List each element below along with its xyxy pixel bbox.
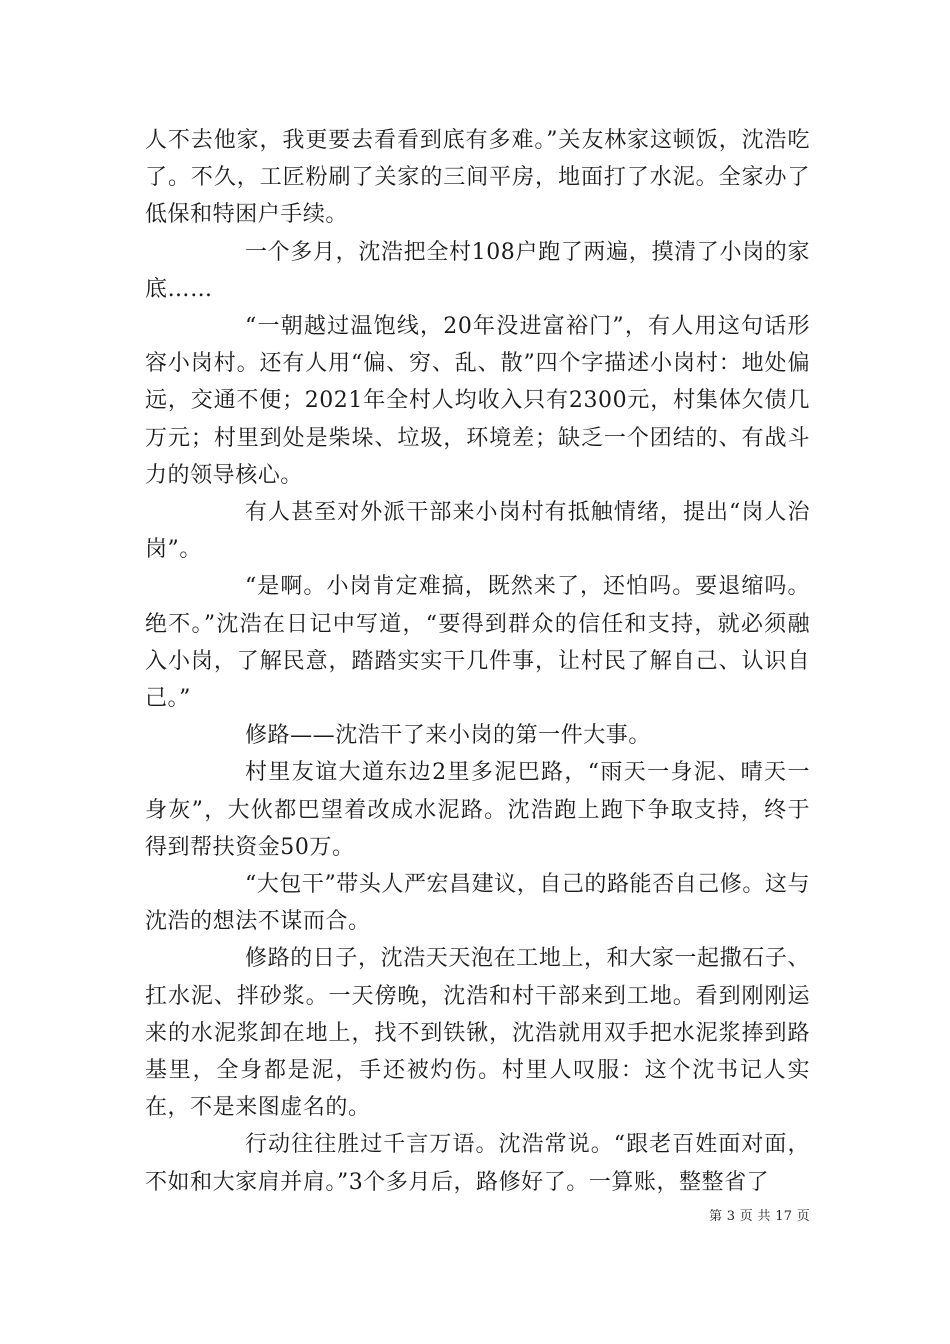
paragraph-6: 修路——沈浩干了来小岗的第一件大事。 (245, 723, 651, 749)
paragraph-7: 村里友谊大道东边2里多泥巴路，“雨天一身泥、晴天一身灰”，大伙都巴望着改成水泥路。沈浩跑上跑下争取支持，终于得到帮扶资金50万。 (145, 760, 810, 860)
paragraph-1: 人不去他家，我更要去看看到底有多难。”关友林家这顿饭，沈浩吃了。不久，工匠粉刷了关家的三间平房，地面打了水泥。全家办了低保和特困户手续。 (145, 128, 810, 228)
page-number-footer: 第 3 页 共 17 页 (709, 1209, 811, 1224)
paragraph-9: 修路的日子，沈浩天天泡在工地上，和大家一起撒石子、扛水泥、拌砂浆。一天傍晚，沈浩和村干部来到工地。看到刚刚运来的水泥浆卸在地上，找不到铁锹，沈浩就用双手把水泥浆捧到路基里，全身都是泥，手还被灼伤。村里人叹服：这个沈书记人实在，不是来图虚名的。 (145, 946, 810, 1121)
paragraph-2: 一个多月，沈浩把全村108户跑了两遍，摸清了小岗的家底…… (145, 239, 810, 302)
paragraph-10: 行动往往胜过千言万语。沈浩常说。“跟老百姓面对面，不如和大家肩并肩。”3个多月后，路修好了。一算账，整整省了 (145, 1132, 810, 1195)
paragraph-5: “是啊。小岗肯定难搞，既然来了，还怕吗。要退缩吗。绝不。”沈浩在日记中写道，“要得到群众的信任和支持，就必须融入小岗，了解民意，踏踏实实干几件事，让村民了解自己、认识自己。” (145, 574, 810, 712)
paragraph-4: 有人甚至对外派干部来小岗村有抵触情绪，提出“岗人治岗”。 (145, 500, 810, 563)
document-body (145, 122, 810, 1201)
paragraph-3: “一朝越过温饱线，20年没进富裕门”，有人用这句话形容小岗村。还有人用“偏、穷、乱、散”四个字描述小岗村：地处偏远，交通不便；2021年全村人均收入只有2300元，村集体欠债几万元；村里到处是柴垛、垃圾，环境差；缺乏一个团结的、有战斗力的领导核心。 (145, 314, 810, 488)
paragraph-8: “大包干”带头人严宏昌建议，自己的路能否自己修。这与沈浩的想法不谋而合。 (145, 872, 810, 935)
